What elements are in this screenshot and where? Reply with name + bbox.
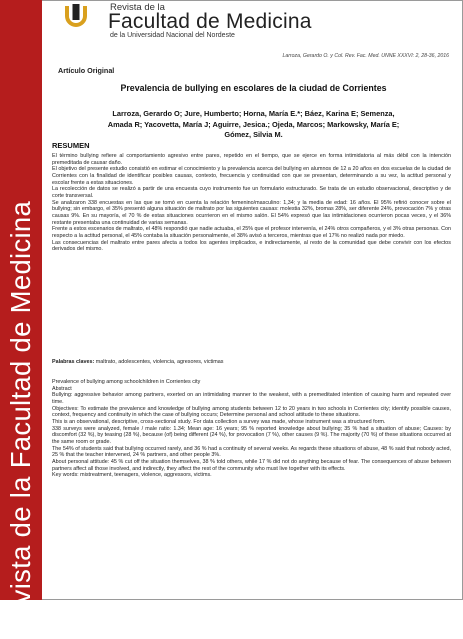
authors [58,109,449,141]
journal-logo-icon [63,4,89,28]
abstract-title-en: Prevalence of bullying among schoolchildren in Corrientes city [52,379,201,385]
resumen-paragraph: El término bullying refiere al comportamiento agresivo entre pares, repetido en el tiempo, que se ejerce en forma intimidatoria al más débil con la intención premeditada de causar daño. [52,153,451,166]
keywords-list: maltrato, adolescentes, violencia, agresores, victimas [94,359,224,365]
journal-side-band [0,0,42,639]
resumen-paragraph: La recolección de datos se realizó a partir de una encuesta cuyo instrumento fue un formulario estructurado. Se trata de un estudio observacional, descriptivo y de corte transversal. [52,186,451,199]
abstract-paragraph: This is an observational, descriptive, cross-sectional study. For data collection a survey was made, whose instrument was a structured form. [52,418,386,425]
abstract-paragraph: Bullying: aggressive behavior among partners, exerted on an intimidating manner to the weakest, with a premeditated intention of causing harm and repeated over time. [52,392,451,405]
abstract-body [52,379,451,479]
resumen-heading: RESUMEN [52,141,90,150]
keywords-es [52,359,223,365]
abstract-heading: Abstract [52,385,72,392]
authors-line: Larroza, Gerardo O; Jure, Humberto; Horna, María E.*; Báez, Karina E; Semenza, [112,109,395,118]
abstract-paragraph: About personal attitude: 45 % cut off the situation themselves, 38 % told others, while 17 % did not do anything because of fear. The consequences of abuse between partners affect all those involved, and indirectly, they affect the rest of the community who must live together with its effects. [52,458,451,472]
resumen-paragraph: Frente a estos escenarios de maltrato, el 48% respondió que nadie actuaba, el 25% que el profesor intervenía, el 24% otros compañeros, y el 3% otras personas. Con respecto a la actitud personal, el 45% contaba la situación personalmente, el 38% avisó a terceros, mientras que el 17% no realizó nada por miedo. [52,226,451,239]
resumen-body [52,153,451,253]
keywords-label: Palabras claves: [52,359,95,365]
authors-line: Gómez, Silvia M. [224,130,283,139]
abstract-paragraph: Objectives: To estimate the prevalence and knowledge of bullying among students between 12 to 20 years in two schools in Corrientes city; identify possible causes, context, frequency and continuity in which the case of bullying occurs; Determine personal and school attitude to these situations. [52,405,451,419]
authors-line: Amada R; Yacovetta, María J; Aguirre, Jesica.; Ojeda, Marcos; Markowsky, María E; [107,119,400,129]
journal-side-title: Revista de la Facultad de Medicina [5,200,36,639]
abstract-paragraph: 338 surveys were analyzed, female / male ratio: 1.34; Mean age: 16 years; 95 % reported knowledge about bullying; 35 % had a situation of abuse; Causes: by discomfort (32 %), by teasing (28 %), because (of) being different (24 %), for provocation (7 %), other causes (9 %). The majority (70 %) of these situations occurred at the same room or grade. [52,425,451,445]
resumen-paragraph: Las consecuencias del maltrato entre pares afecta a todos los agentes implicados, e indirectamente, al resto de la comunidad que debe convivir con los efectos derivados del mismo. [52,239,451,253]
journal-header-prefix: Revista de la [110,2,165,13]
section-label: Artículo Original [58,66,115,75]
article-title: Prevalencia de bullying en escolares de la ciudad de Corrientes [120,83,387,93]
abstract-paragraph: The 54% of students said that bullying occurred rarely, and 36 % had a continuity of several weeks. As regards these situations of abuse, 48 % said that nobody acted, 25 % that the teacher intervened, 24 % partners, and other people 3%. [52,445,451,459]
resumen-paragraph: Se analizaron 338 encuestas en las que se tomó en cuenta la relación femenino/masculino: 1,34; y la media de edad: 16 años. El 95% refirió conocer sobre el bullying; sin embargo, el 35% presentó alguna situación de maltrato por las siguientes causas: molestia 32%, bromas 28%, ser diferente 24%, provocación 7% y otras causas 9%. En su mayoría, el 70 % de estas situaciones ocurrieron en el mismo salón. El 54% expresó que las intimidaciones ocurrieron pocas veces, y el 36% restante presentaba una continuidad de varias semanas. [52,199,451,226]
resumen-paragraph: El objetivo del presente estudio consistió en estimar el conocimiento y la prevalencia acerca del bullying en alumnos de 12 a 20 años en dos escuelas de la ciudad de Corrientes con la finalidad de identificar posibles causas, contexto, frecuencia y continuidad con que se presentan, determinando a su vez, la actitud personal y escolar frente a estas situaciones. [52,166,451,186]
journal-header-name: Facultad de Medicina [108,10,312,33]
journal-header-university: de la Universidad Nacional del Nordeste [110,32,235,39]
abstract-keywords: Key words: mistreatment, teenagers, violence, aggressors, victims. [52,472,212,479]
citation: Larroza, Gerardo O. y Col. Rev. Fac. Med. UNNE XXXVI: 2, 28-36, 2016 [282,53,449,59]
